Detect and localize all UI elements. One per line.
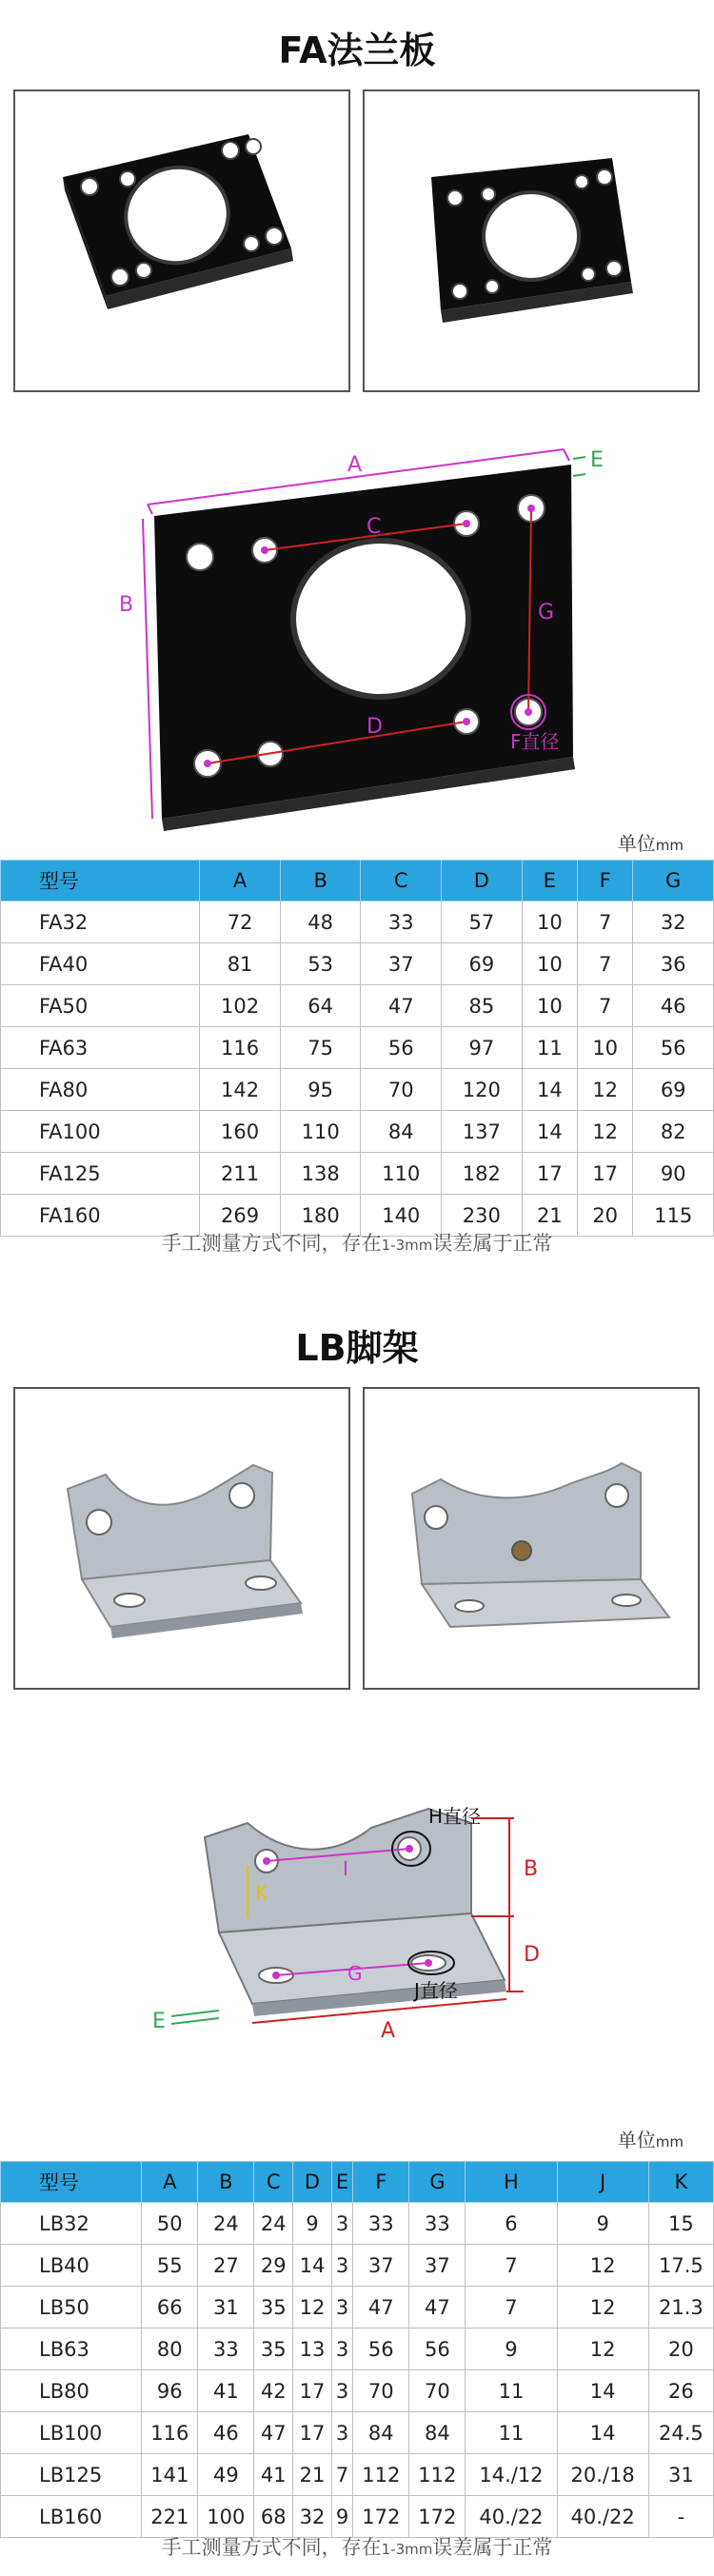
flange-plate-image (15, 91, 348, 390)
table-cell: 11 (466, 2370, 557, 2412)
table-cell: 81 (200, 943, 281, 985)
table-cell: 24 (198, 2203, 254, 2245)
table-cell: 24.5 (648, 2412, 713, 2454)
table-cell: 36 (633, 943, 714, 985)
lb-label-d: D (524, 1943, 540, 1967)
fa-label-b: B (119, 593, 134, 617)
table-cell: 46 (198, 2412, 254, 2454)
table-cell: 6 (466, 2203, 557, 2245)
table-cell: 21 (293, 2454, 332, 2496)
lb-label-g: G (347, 1962, 363, 1985)
table-cell: 110 (280, 1111, 361, 1153)
lb-section-title: LB脚架 (295, 1327, 419, 1369)
fa-dimension-diagram (105, 428, 638, 847)
column-header: J (557, 2162, 648, 2203)
table-cell: 172 (409, 2496, 466, 2538)
table-cell: 40./22 (557, 2496, 648, 2538)
table-cell: 69 (442, 943, 523, 985)
table-cell: 10 (522, 902, 577, 943)
table-cell: 37 (361, 943, 442, 985)
table-cell: FA80 (1, 1069, 200, 1111)
table-cell: LB160 (1, 2496, 142, 2538)
table-cell: 110 (361, 1153, 442, 1195)
column-header: E (522, 861, 577, 902)
table-cell: 11 (522, 1027, 577, 1069)
table-cell: 46 (633, 985, 714, 1027)
lb-label-i: I (343, 1857, 348, 1880)
table-cell: 21.3 (648, 2287, 713, 2328)
table-cell: 10 (578, 1027, 633, 1069)
lb-unit-label: 单位mm (617, 2129, 684, 2151)
table-cell: 24 (254, 2203, 293, 2245)
table-cell: 20 (578, 1195, 633, 1237)
table-cell: 3 (331, 2370, 352, 2412)
table-cell: 47 (361, 985, 442, 1027)
table-cell: 47 (409, 2287, 466, 2328)
table-cell: 10 (522, 943, 577, 985)
table-cell: 55 (142, 2245, 198, 2287)
table-cell: 33 (198, 2328, 254, 2370)
table-cell: 70 (361, 1069, 442, 1111)
table-cell: 3 (331, 2287, 352, 2328)
table-cell: 137 (442, 1111, 523, 1153)
column-header: B (198, 2162, 254, 2203)
table-cell: 97 (442, 1027, 523, 1069)
lb-spec-table (0, 2161, 714, 2538)
table-cell: 90 (633, 1153, 714, 1195)
table-cell: FA40 (1, 943, 200, 985)
table-cell: 56 (353, 2328, 409, 2370)
lb-label-e: E (152, 2010, 166, 2033)
table-cell: LB80 (1, 2370, 142, 2412)
table-cell: 115 (633, 1195, 714, 1237)
table-cell: 17 (578, 1153, 633, 1195)
table-cell: 69 (633, 1069, 714, 1111)
table-cell: FA125 (1, 1153, 200, 1195)
table-cell: 33 (353, 2203, 409, 2245)
lb-label-j: J直径 (414, 1979, 458, 2002)
column-header: E (331, 2162, 352, 2203)
column-header: 型号 (1, 2162, 142, 2203)
table-cell: 72 (200, 902, 281, 943)
table-cell: 80 (142, 2328, 198, 2370)
table-cell: 35 (254, 2287, 293, 2328)
fa-label-d: D (367, 715, 383, 739)
table-row (1, 1153, 714, 1195)
table-cell: 7 (578, 943, 633, 985)
table-cell: 64 (280, 985, 361, 1027)
table-row (1, 1069, 714, 1111)
table-cell: 42 (254, 2370, 293, 2412)
table-cell: 14./12 (466, 2454, 557, 2496)
column-header: 型号 (1, 861, 200, 902)
table-cell: 230 (442, 1195, 523, 1237)
table-cell: 120 (442, 1069, 523, 1111)
table-cell: 56 (409, 2328, 466, 2370)
lb-photo-angle (363, 1387, 700, 1690)
table-cell: 160 (200, 1111, 281, 1153)
table-cell: 269 (200, 1195, 281, 1237)
table-cell: FA63 (1, 1027, 200, 1069)
table-cell: 33 (361, 902, 442, 943)
table-cell: 116 (142, 2412, 198, 2454)
table-cell: 12 (557, 2245, 648, 2287)
column-header: A (142, 2162, 198, 2203)
table-cell: 9 (466, 2328, 557, 2370)
table-cell: 7 (331, 2454, 352, 2496)
table-cell: 138 (280, 1153, 361, 1195)
table-cell: 3 (331, 2245, 352, 2287)
column-header: B (280, 861, 361, 902)
table-cell: 29 (254, 2245, 293, 2287)
table-cell: 12 (578, 1069, 633, 1111)
table-cell: 84 (409, 2412, 466, 2454)
flange-plate-image (365, 91, 698, 390)
foot-bracket-image (15, 1389, 348, 1688)
table-cell: 75 (280, 1027, 361, 1069)
fa-tolerance-note: 手工测量方式不同，存在1-3mm误差属于正常 (161, 1232, 553, 1255)
lb-photo-front (13, 1387, 350, 1690)
table-cell: 7 (466, 2287, 557, 2328)
table-cell: 57 (442, 902, 523, 943)
table-cell: 9 (293, 2203, 332, 2245)
table-row (1, 2287, 714, 2328)
table-cell: 41 (198, 2370, 254, 2412)
table-cell: FA50 (1, 985, 200, 1027)
table-cell: 56 (361, 1027, 442, 1069)
table-cell: 48 (280, 902, 361, 943)
table-cell: LB50 (1, 2287, 142, 2328)
table-cell: 7 (466, 2245, 557, 2287)
table-cell: 32 (633, 902, 714, 943)
table-cell: 35 (254, 2328, 293, 2370)
table-cell: 13 (293, 2328, 332, 2370)
table-row (1, 2245, 714, 2287)
table-cell: 33 (409, 2203, 466, 2245)
table-cell: 180 (280, 1195, 361, 1237)
table-cell: 84 (353, 2412, 409, 2454)
column-header: H (466, 2162, 557, 2203)
table-cell: 102 (200, 985, 281, 1027)
table-row (1, 2328, 714, 2370)
table-cell: 68 (254, 2496, 293, 2538)
table-cell: 11 (466, 2412, 557, 2454)
table-cell: LB32 (1, 2203, 142, 2245)
table-cell: 12 (578, 1111, 633, 1153)
table-cell: 3 (331, 2412, 352, 2454)
table-cell: 49 (198, 2454, 254, 2496)
table-cell: 31 (648, 2454, 713, 2496)
table-cell: 70 (353, 2370, 409, 2412)
table-cell: LB63 (1, 2328, 142, 2370)
fa-section-title: FA法兰板 (278, 30, 436, 71)
table-cell: 14 (522, 1069, 577, 1111)
fa-label-e: E (590, 448, 604, 472)
table-cell: 70 (409, 2370, 466, 2412)
table-cell: 221 (142, 2496, 198, 2538)
table-cell: 112 (409, 2454, 466, 2496)
table-cell: 32 (293, 2496, 332, 2538)
table-cell: 27 (198, 2245, 254, 2287)
table-cell: 47 (254, 2412, 293, 2454)
table-cell: 66 (142, 2287, 198, 2328)
foot-bracket-image (365, 1389, 698, 1688)
fa-spec-table (0, 860, 714, 1237)
table-cell: 20 (648, 2328, 713, 2370)
lb-label-a: A (381, 2019, 396, 2043)
table-cell: 3 (331, 2203, 352, 2245)
lb-label-b: B (524, 1857, 539, 1881)
table-row (1, 2412, 714, 2454)
fa-label-g: G (538, 601, 555, 624)
table-cell: 7 (578, 985, 633, 1027)
column-header: F (353, 2162, 409, 2203)
table-cell: 3 (331, 2328, 352, 2370)
table-cell: 12 (557, 2328, 648, 2370)
table-cell: - (648, 2496, 713, 2538)
lb-label-h: H直径 (428, 1805, 482, 1828)
column-header: C (361, 861, 442, 902)
table-cell: 14 (557, 2370, 648, 2412)
table-cell: 100 (198, 2496, 254, 2538)
column-header: A (200, 861, 281, 902)
table-cell: 12 (557, 2287, 648, 2328)
table-cell: 14 (293, 2245, 332, 2287)
table-cell: 37 (353, 2245, 409, 2287)
table-cell: 17 (293, 2412, 332, 2454)
table-cell: 37 (409, 2245, 466, 2287)
table-cell: 12 (293, 2287, 332, 2328)
table-cell: 9 (331, 2496, 352, 2538)
fa-photo-front (13, 89, 350, 392)
table-cell: 95 (280, 1069, 361, 1111)
table-cell: 112 (353, 2454, 409, 2496)
column-header: G (409, 2162, 466, 2203)
table-cell: 17 (522, 1153, 577, 1195)
table-cell: 211 (200, 1153, 281, 1195)
table-cell: 142 (200, 1069, 281, 1111)
fa-label-a: A (347, 453, 363, 477)
column-header: D (293, 2162, 332, 2203)
table-cell: LB125 (1, 2454, 142, 2496)
fa-unit-label: 单位mm (617, 832, 684, 855)
table-row (1, 2496, 714, 2538)
table-cell: 14 (522, 1111, 577, 1153)
table-cell: 20./18 (557, 2454, 648, 2496)
column-header: D (442, 861, 523, 902)
table-cell: 40./22 (466, 2496, 557, 2538)
lb-label-k: K (255, 1881, 268, 1904)
table-row (1, 2454, 714, 2496)
table-row (1, 985, 714, 1027)
column-header: C (254, 2162, 293, 2203)
table-cell: 56 (633, 1027, 714, 1069)
table-row (1, 943, 714, 985)
column-header: K (648, 2162, 713, 2203)
fa-label-c: C (367, 515, 382, 539)
table-cell: 172 (353, 2496, 409, 2538)
table-cell: 7 (578, 902, 633, 943)
table-row (1, 1111, 714, 1153)
table-cell: 41 (254, 2454, 293, 2496)
table-cell: 53 (280, 943, 361, 985)
table-cell: 14 (557, 2412, 648, 2454)
table-cell: 47 (353, 2287, 409, 2328)
table-row (1, 902, 714, 943)
lb-dimension-diagram (143, 1790, 581, 2085)
fa-label-f: F直径 (510, 730, 560, 753)
table-cell: 21 (522, 1195, 577, 1237)
table-row (1, 2370, 714, 2412)
fa-photo-angle (363, 89, 700, 392)
table-cell: 85 (442, 985, 523, 1027)
table-cell: 17 (293, 2370, 332, 2412)
table-cell: 140 (361, 1195, 442, 1237)
table-row (1, 1027, 714, 1069)
lb-tolerance-note: 手工测量方式不同，存在1-3mm误差属于正常 (161, 2536, 553, 2559)
column-header: F (578, 861, 633, 902)
table-cell: 17.5 (648, 2245, 713, 2287)
table-cell: FA160 (1, 1195, 200, 1237)
table-cell: 96 (142, 2370, 198, 2412)
table-cell: FA32 (1, 902, 200, 943)
column-header: G (633, 861, 714, 902)
table-cell: LB40 (1, 2245, 142, 2287)
table-cell: FA100 (1, 1111, 200, 1153)
table-cell: 182 (442, 1153, 523, 1195)
table-cell: 50 (142, 2203, 198, 2245)
table-cell: 116 (200, 1027, 281, 1069)
table-cell: 26 (648, 2370, 713, 2412)
table-cell: 10 (522, 985, 577, 1027)
table-cell: 141 (142, 2454, 198, 2496)
table-cell: 9 (557, 2203, 648, 2245)
table-cell: 31 (198, 2287, 254, 2328)
table-cell: 15 (648, 2203, 713, 2245)
table-row (1, 2203, 714, 2245)
table-cell: 84 (361, 1111, 442, 1153)
table-cell: 82 (633, 1111, 714, 1153)
table-cell: LB100 (1, 2412, 142, 2454)
